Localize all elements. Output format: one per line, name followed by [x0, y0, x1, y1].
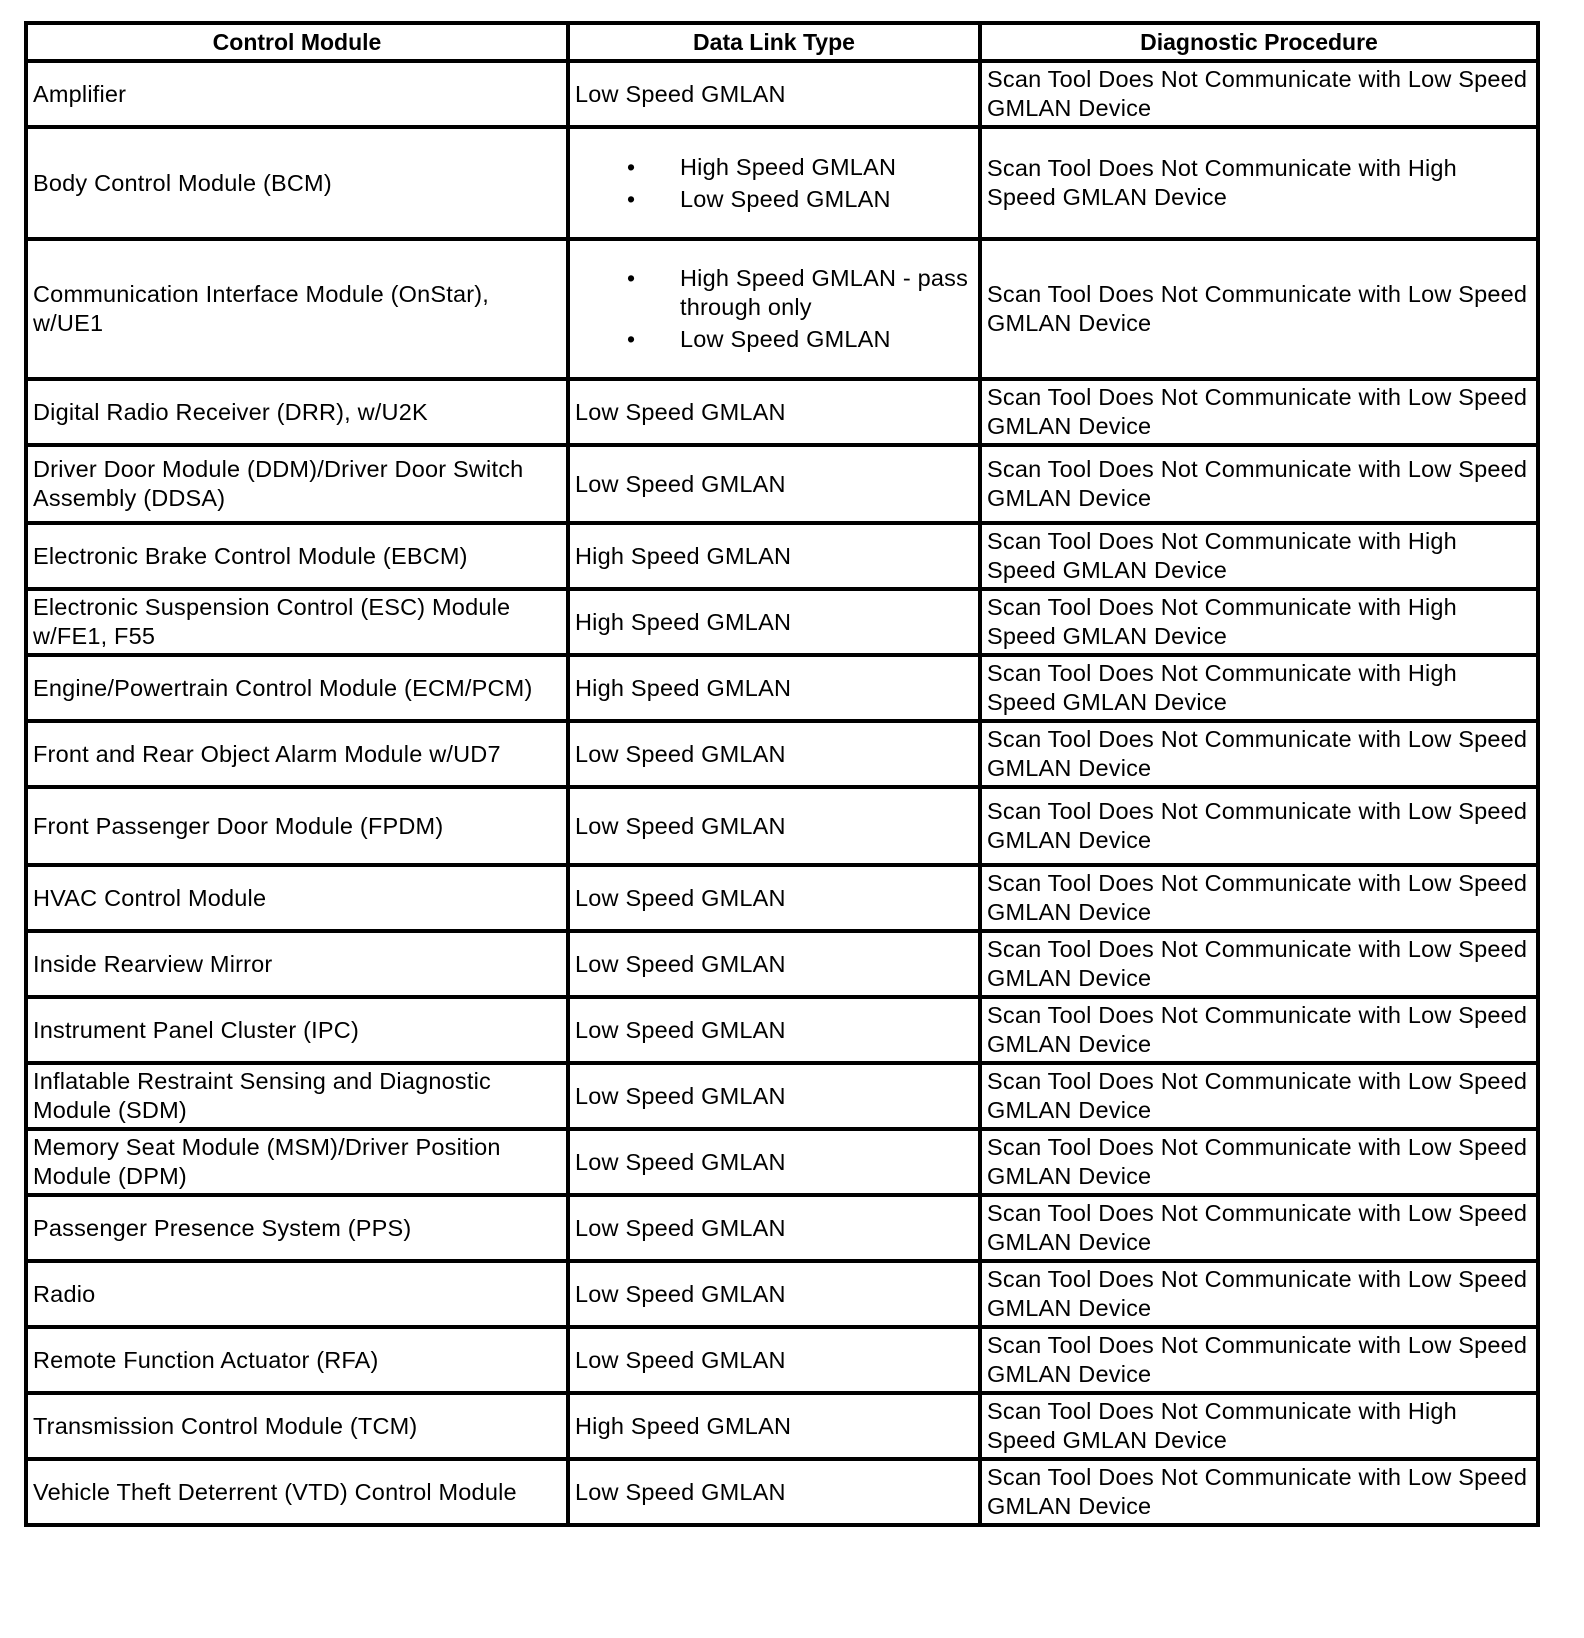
table-row	[26, 655, 1538, 721]
cell-data-link-type	[568, 61, 980, 127]
cell-diagnostic-procedure: Scan Tool Does Not Communicate with High Speed GMLAN Device	[980, 1393, 1538, 1459]
table-row	[26, 1327, 1538, 1393]
table-row	[26, 787, 1538, 865]
cell-diagnostic-procedure: Scan Tool Does Not Communicate with Low Speed GMLAN Device	[980, 721, 1538, 787]
cell-data-link-type	[568, 787, 980, 865]
cell-data-link-type	[568, 1195, 980, 1261]
cell-data-link-type	[568, 1459, 980, 1525]
cell-control-module: Vehicle Theft Deterrent (VTD) Control Module	[26, 1459, 568, 1525]
table-header-row	[26, 23, 1538, 61]
cell-data-link-type	[568, 239, 980, 379]
cell-data-link-type	[568, 1063, 980, 1129]
cell-data-link-type	[568, 589, 980, 655]
data-link-list-item	[575, 185, 974, 214]
cell-control-module: Communication Interface Module (OnStar), w/UE1	[26, 239, 568, 379]
cell-control-module: Body Control Module (BCM)	[26, 127, 568, 239]
cell-data-link-type	[568, 1327, 980, 1393]
cell-control-module: Remote Function Actuator (RFA)	[26, 1327, 568, 1393]
table-row	[26, 239, 1538, 379]
bullet-icon: •	[627, 153, 636, 180]
data-link-list-item	[575, 264, 974, 322]
data-link-text: Low Speed GMLAN	[575, 1148, 786, 1175]
table-row	[26, 1261, 1538, 1327]
data-link-text: Low Speed GMLAN	[575, 398, 786, 425]
data-link-text: Low Speed GMLAN	[575, 740, 786, 767]
cell-data-link-type	[568, 721, 980, 787]
data-link-text: Low Speed GMLAN	[680, 326, 891, 352]
cell-data-link-type	[568, 445, 980, 523]
cell-diagnostic-procedure: Scan Tool Does Not Communicate with Low Speed GMLAN Device	[980, 1459, 1538, 1525]
cell-diagnostic-procedure: Scan Tool Does Not Communicate with Low Speed GMLAN Device	[980, 445, 1538, 523]
cell-control-module: Driver Door Module (DDM)/Driver Door Switch Assembly (DDSA)	[26, 445, 568, 523]
cell-diagnostic-procedure: Scan Tool Does Not Communicate with Low Speed GMLAN Device	[980, 379, 1538, 445]
cell-control-module: Inside Rearview Mirror	[26, 931, 568, 997]
cell-diagnostic-procedure: Scan Tool Does Not Communicate with Low Speed GMLAN Device	[980, 1195, 1538, 1261]
cell-diagnostic-procedure: Scan Tool Does Not Communicate with Low Speed GMLAN Device	[980, 61, 1538, 127]
data-link-text: Low Speed GMLAN	[680, 185, 891, 212]
data-link-text: Low Speed GMLAN	[575, 950, 786, 977]
cell-data-link-type	[568, 1393, 980, 1459]
cell-control-module: Electronic Brake Control Module (EBCM)	[26, 523, 568, 589]
data-link-list-item	[575, 153, 974, 182]
bullet-icon: •	[627, 185, 636, 212]
cell-control-module: Inflatable Restraint Sensing and Diagnostic Module (SDM)	[26, 1063, 568, 1129]
cell-control-module: Front Passenger Door Module (FPDM)	[26, 787, 568, 865]
table-row	[26, 127, 1538, 239]
cell-control-module: HVAC Control Module	[26, 865, 568, 931]
cell-diagnostic-procedure: Scan Tool Does Not Communicate with High Speed GMLAN Device	[980, 655, 1538, 721]
cell-diagnostic-procedure: Scan Tool Does Not Communicate with Low Speed GMLAN Device	[980, 239, 1538, 379]
data-link-text: High Speed GMLAN	[575, 1412, 792, 1439]
table-row	[26, 589, 1538, 655]
cell-data-link-type	[568, 931, 980, 997]
cell-data-link-type	[568, 523, 980, 589]
data-link-list	[575, 153, 974, 214]
data-link-text: Low Speed GMLAN	[575, 1016, 786, 1043]
cell-diagnostic-procedure: Scan Tool Does Not Communicate with Low Speed GMLAN Device	[980, 931, 1538, 997]
cell-data-link-type	[568, 1261, 980, 1327]
cell-data-link-type	[568, 1129, 980, 1195]
cell-data-link-type	[568, 127, 980, 239]
cell-diagnostic-procedure: Scan Tool Does Not Communicate with Low Speed GMLAN Device	[980, 1129, 1538, 1195]
table-row	[26, 1393, 1538, 1459]
table-row	[26, 445, 1538, 523]
data-link-text: Low Speed GMLAN	[575, 1478, 786, 1505]
cell-diagnostic-procedure: Scan Tool Does Not Communicate with High Speed GMLAN Device	[980, 127, 1538, 239]
control-module-table	[24, 21, 1540, 1527]
table-body	[26, 61, 1538, 1525]
data-link-text: High Speed GMLAN	[575, 608, 792, 635]
data-link-list	[575, 264, 974, 354]
data-link-text: Low Speed GMLAN	[575, 1280, 786, 1307]
table-row	[26, 523, 1538, 589]
data-link-text: High Speed GMLAN	[575, 674, 792, 701]
cell-data-link-type	[568, 997, 980, 1063]
table-row	[26, 379, 1538, 445]
data-link-text: High Speed GMLAN	[680, 153, 897, 180]
data-link-text: Low Speed GMLAN	[575, 1082, 786, 1109]
data-link-text: Low Speed GMLAN	[575, 812, 786, 839]
cell-control-module: Radio	[26, 1261, 568, 1327]
data-link-text: Low Speed GMLAN	[575, 80, 786, 107]
table-row	[26, 61, 1538, 127]
table-row	[26, 931, 1538, 997]
table-row	[26, 1063, 1538, 1129]
cell-data-link-type	[568, 379, 980, 445]
cell-control-module: Engine/Powertrain Control Module (ECM/PCM)	[26, 655, 568, 721]
cell-control-module: Transmission Control Module (TCM)	[26, 1393, 568, 1459]
cell-control-module: Memory Seat Module (MSM)/Driver Position Module (DPM)	[26, 1129, 568, 1195]
table-row	[26, 1195, 1538, 1261]
cell-control-module: Passenger Presence System (PPS)	[26, 1195, 568, 1261]
data-link-text: High Speed GMLAN - pass through only	[680, 265, 969, 320]
data-link-list-item	[575, 325, 974, 354]
cell-diagnostic-procedure: Scan Tool Does Not Communicate with High Speed GMLAN Device	[980, 589, 1538, 655]
data-link-text: Low Speed GMLAN	[575, 1214, 786, 1241]
cell-control-module: Digital Radio Receiver (DRR), w/U2K	[26, 379, 568, 445]
header-diagnostic-procedure: Diagnostic Procedure	[980, 23, 1538, 61]
cell-data-link-type	[568, 865, 980, 931]
cell-diagnostic-procedure: Scan Tool Does Not Communicate with Low Speed GMLAN Device	[980, 1063, 1538, 1129]
header-control-module: Control Module	[26, 23, 568, 61]
data-link-text: Low Speed GMLAN	[575, 884, 786, 911]
bullet-icon: •	[627, 265, 636, 291]
table-row	[26, 997, 1538, 1063]
cell-diagnostic-procedure: Scan Tool Does Not Communicate with Low Speed GMLAN Device	[980, 787, 1538, 865]
cell-diagnostic-procedure: Scan Tool Does Not Communicate with Low Speed GMLAN Device	[980, 865, 1538, 931]
cell-control-module: Electronic Suspension Control (ESC) Module w/FE1, F55	[26, 589, 568, 655]
cell-diagnostic-procedure: Scan Tool Does Not Communicate with High Speed GMLAN Device	[980, 523, 1538, 589]
cell-control-module: Front and Rear Object Alarm Module w/UD7	[26, 721, 568, 787]
table-row	[26, 1129, 1538, 1195]
data-link-text: Low Speed GMLAN	[575, 1346, 786, 1373]
cell-diagnostic-procedure: Scan Tool Does Not Communicate with Low Speed GMLAN Device	[980, 1261, 1538, 1327]
cell-diagnostic-procedure: Scan Tool Does Not Communicate with Low Speed GMLAN Device	[980, 1327, 1538, 1393]
table-row	[26, 1459, 1538, 1525]
table-row	[26, 721, 1538, 787]
cell-data-link-type	[568, 655, 980, 721]
data-link-text: High Speed GMLAN	[575, 542, 792, 569]
cell-diagnostic-procedure: Scan Tool Does Not Communicate with Low Speed GMLAN Device	[980, 997, 1538, 1063]
table-row	[26, 865, 1538, 931]
header-data-link-type: Data Link Type	[568, 23, 980, 61]
cell-control-module: Amplifier	[26, 61, 568, 127]
bullet-icon: •	[627, 326, 636, 352]
data-link-text: Low Speed GMLAN	[575, 470, 786, 497]
cell-control-module: Instrument Panel Cluster (IPC)	[26, 997, 568, 1063]
